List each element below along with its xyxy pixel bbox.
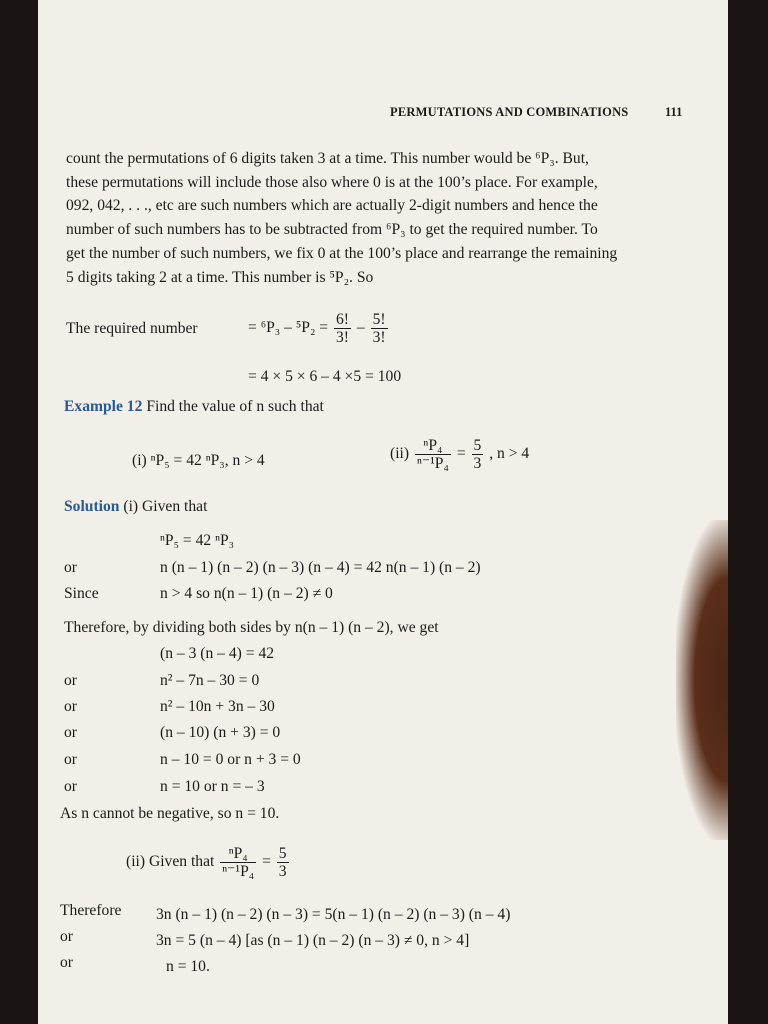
math-step: n² – 7n – 30 = 0 — [160, 672, 260, 689]
example-heading — [64, 398, 324, 416]
math-step: n = 10. — [166, 958, 210, 975]
denominator: 3 — [473, 455, 482, 473]
required-expression — [248, 311, 390, 346]
fraction — [371, 311, 388, 346]
solution-heading — [64, 498, 207, 516]
fraction — [220, 845, 256, 880]
part-ii-statement — [390, 437, 529, 472]
step-connector: Since — [64, 585, 99, 602]
text-line: 5 digits taking 2 at a time. This number is ⁵P₂. So — [66, 268, 374, 286]
math-step: ⁿP₅ = 42 ⁿP₃ — [160, 532, 235, 549]
minus-sign: – — [356, 319, 365, 337]
equals-sign: = — [456, 445, 466, 463]
step-connector: or — [60, 928, 73, 945]
required-result: = 4 × 5 × 6 – 4 ×5 = 100 — [248, 368, 402, 385]
part-i-statement: (i) ⁿP₅ = 42 ⁿP₃, n > 4 — [132, 452, 265, 469]
expr-left: = ⁶P₃ – ⁵P₂ = — [248, 319, 329, 337]
step-connector: or — [64, 778, 77, 795]
required-label: The required number — [66, 320, 198, 337]
denominator: 3 — [278, 863, 287, 881]
example-label: Example 12 — [64, 398, 143, 415]
page-number: 111 — [665, 105, 683, 119]
step-connector: or — [64, 672, 77, 689]
numerator: 5 — [473, 437, 482, 454]
step-connector: or — [64, 559, 77, 576]
step-connector: or — [64, 751, 77, 768]
math-step: n = 10 or n = – 3 — [160, 778, 265, 795]
text-line: number of such numbers has to be subtracted from ⁶P₃ to get the required number. To — [66, 221, 598, 239]
fraction — [334, 311, 351, 346]
running-header: PERMUTATIONS AND COMBINATIONS — [390, 105, 629, 119]
math-step: n² – 10n + 3n – 30 — [160, 698, 275, 715]
denominator: ⁿ⁻¹P₄ — [416, 455, 449, 473]
math-step: (n – 3 (n – 4) = 42 — [160, 645, 275, 662]
part-ii-given — [126, 845, 291, 880]
part-label: (ii) Given that — [126, 853, 215, 871]
book-page — [38, 0, 728, 1024]
math-step: 3n = 5 (n – 4) [as (n – 1) (n – 2) (n – 3) ≠ 0, n > 4] — [156, 932, 470, 949]
text-line: count the permutations of 6 digits taken 3 at a time. This number would be ⁶P₃. But, — [66, 150, 589, 167]
math-step: 3n (n – 1) (n – 2) (n – 3) = 5(n – 1) (n – 2) (n – 3) (n – 4) — [156, 906, 511, 923]
part-label: (ii) — [390, 445, 410, 463]
solution-text: (i) Given that — [123, 498, 208, 515]
step-connector: or — [64, 698, 77, 715]
math-step: n – 10 = 0 or n + 3 = 0 — [160, 751, 301, 768]
denominator: 3! — [372, 329, 386, 347]
step-connector: Therefore — [60, 902, 122, 919]
conclusion-line: As n cannot be negative, so n = 10. — [60, 805, 280, 822]
equals-sign: = — [262, 853, 271, 871]
solution-label: Solution — [64, 498, 120, 515]
step-connector: or — [60, 954, 73, 971]
intro-paragraph — [66, 147, 682, 289]
numerator: ⁿP₄ — [415, 437, 451, 455]
fraction — [415, 437, 451, 472]
math-step: (n – 10) (n + 3) = 0 — [160, 724, 281, 741]
math-step: n > 4 so n(n – 1) (n – 2) ≠ 0 — [160, 585, 333, 602]
numerator: 6! — [335, 311, 349, 328]
fraction — [277, 845, 289, 880]
text-line: these permutations will include those also where 0 is at the 100’s place. For example, — [66, 173, 598, 191]
finger-shadow — [676, 520, 728, 840]
step-connector: or — [64, 724, 77, 741]
text-line: 092, 042, . . ., etc are such numbers which are actually 2-digit numbers and hence the — [66, 197, 598, 215]
numerator: 5! — [372, 311, 386, 328]
fraction — [472, 437, 484, 472]
numerator: 5 — [278, 845, 287, 862]
therefore-line: Therefore, by dividing both sides by n(n – 1) (n – 2), we get — [64, 619, 439, 636]
text-line: get the number of such numbers, we fix 0 at the 100’s place and rearrange the remaining — [66, 244, 618, 262]
denominator: ⁿ⁻¹P₄ — [222, 863, 255, 881]
denominator: 3! — [335, 329, 349, 347]
example-text: Find the value of n such that — [146, 398, 324, 415]
condition: , n > 4 — [489, 445, 530, 463]
numerator: ⁿP₄ — [220, 845, 256, 863]
math-step: n (n – 1) (n – 2) (n – 3) (n – 4) = 42 n(n – 1) (n – 2) — [160, 559, 481, 576]
